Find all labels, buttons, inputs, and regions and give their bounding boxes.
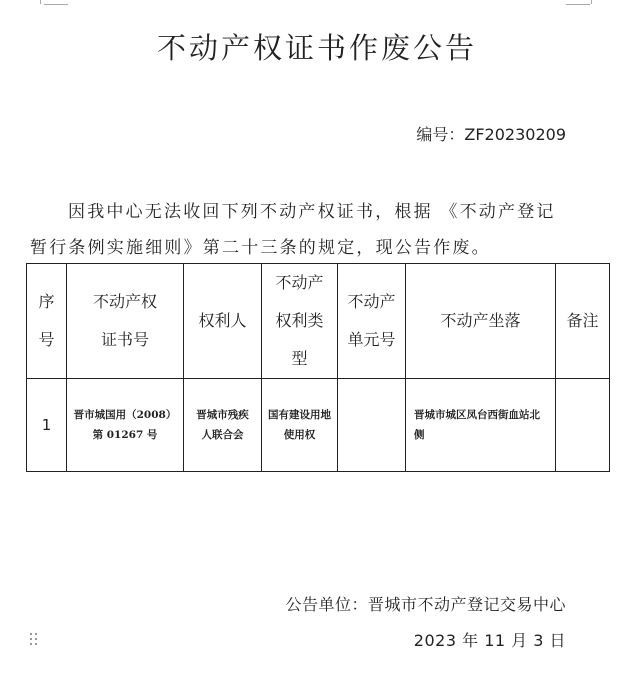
cell-cert-no: 晋市城国用（2008）第 01267 号 <box>67 379 184 472</box>
cell-right-type: 国有建设用地使用权 <box>262 379 338 472</box>
issuing-unit-name: 晋城市不动产登记交易中心 <box>367 595 566 614</box>
cell-index: 1 <box>27 379 67 472</box>
header-right-type: 不动产权利类型 <box>262 264 338 379</box>
header-unit-no: 不动产单元号 <box>338 264 406 379</box>
cell-location: 晋城市城区凤台西街血站北侧 <box>406 379 556 472</box>
certificate-table <box>26 263 610 472</box>
table-row <box>27 379 610 472</box>
cell-owner: 晋城市残疾人联合会 <box>184 379 262 472</box>
issuing-unit <box>285 592 566 615</box>
drag-handle-icon[interactable] <box>30 633 38 647</box>
header-remark: 备注 <box>556 264 610 379</box>
header-cert-no: 不动产权证书号 <box>67 264 184 379</box>
corner-mark-right-h <box>566 4 590 5</box>
notice-date: 2023 年 11 月 3 日 <box>413 631 566 650</box>
notice-paragraph: 因我中心无法收回下列不动产权证书，根据 《不动产登记暂行条例实施细则》第二十三条的规定，现公告作废。 <box>30 202 556 258</box>
cell-unit-no <box>338 379 406 472</box>
header-location: 不动产坐落 <box>406 264 556 379</box>
document-number <box>416 122 566 145</box>
cell-remark <box>556 379 610 472</box>
page-title: 不动产权证书作废公告 <box>156 31 477 65</box>
table-header-row <box>27 264 610 379</box>
document-number-value: ZF20230209 <box>464 125 566 144</box>
corner-mark-right-v <box>591 0 592 4</box>
corner-mark-left-h <box>44 4 68 5</box>
corner-mark-left-v <box>40 0 41 4</box>
document-number-label: 编号： <box>416 125 465 144</box>
header-index: 序号 <box>27 264 67 379</box>
header-owner: 权利人 <box>184 264 262 379</box>
issuing-unit-label: 公告单位： <box>285 595 368 614</box>
